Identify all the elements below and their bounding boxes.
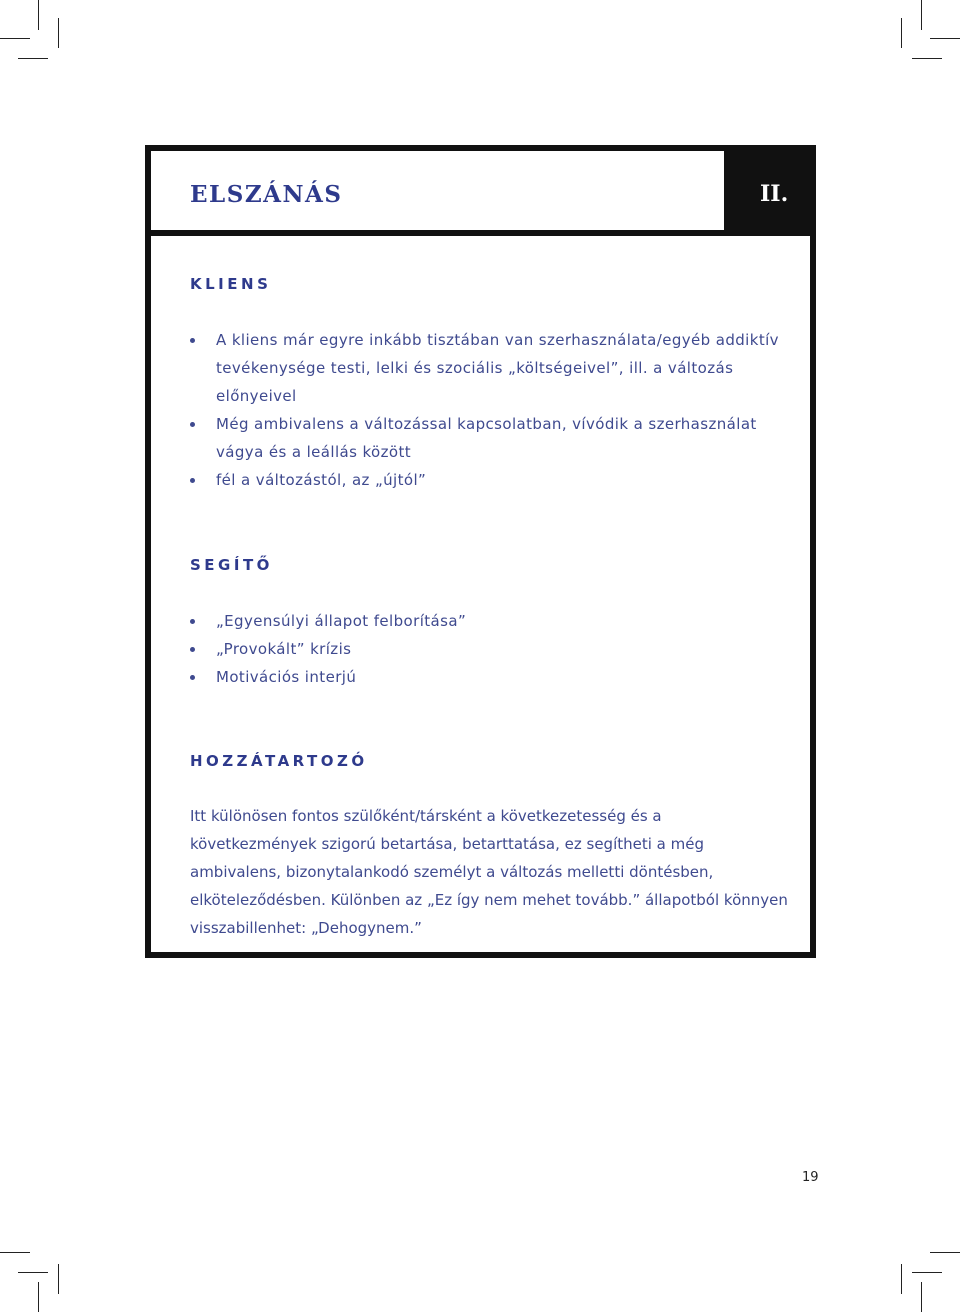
bullet-icon bbox=[190, 478, 195, 483]
list-item bbox=[190, 410, 780, 466]
crop-mark bbox=[18, 58, 48, 59]
crop-mark bbox=[921, 1282, 922, 1312]
chapter-number: II. bbox=[760, 181, 789, 207]
crop-mark bbox=[930, 38, 960, 39]
chapter-badge bbox=[724, 151, 810, 230]
list-item bbox=[190, 607, 780, 635]
crop-mark bbox=[930, 1252, 960, 1253]
list-item-text: Motivációs interjú bbox=[216, 668, 357, 686]
crop-mark bbox=[921, 0, 922, 30]
crop-mark bbox=[38, 0, 39, 30]
kliens-list bbox=[190, 326, 780, 494]
list-item bbox=[190, 326, 780, 410]
page-number: 19 bbox=[802, 1170, 819, 1185]
list-item-text: „Provokált” krízis bbox=[216, 640, 352, 658]
crop-mark bbox=[912, 1272, 942, 1273]
section-heading-kliens: KLIENS bbox=[190, 275, 272, 293]
bullet-icon bbox=[190, 338, 195, 343]
list-item bbox=[190, 466, 780, 494]
crop-mark bbox=[58, 18, 59, 48]
crop-mark bbox=[901, 1264, 902, 1294]
list-item bbox=[190, 663, 780, 691]
crop-mark bbox=[18, 1272, 48, 1273]
crop-mark bbox=[38, 1282, 39, 1312]
page-title: ELSZÁNÁS bbox=[190, 181, 343, 208]
list-item-text: „Egyensúlyi állapot felborítása” bbox=[216, 612, 467, 630]
crop-mark bbox=[912, 58, 942, 59]
crop-mark bbox=[0, 1252, 30, 1253]
section-heading-segito: SEGÍTŐ bbox=[190, 556, 273, 574]
bullet-icon bbox=[190, 647, 195, 652]
content-frame bbox=[145, 145, 816, 958]
list-item bbox=[190, 635, 780, 663]
list-item-text: Még ambivalens a változással kapcsolatban, vívódik a szerhasználat vágya és a leállás között bbox=[216, 415, 757, 461]
list-item-text: A kliens már egyre inkább tisztában van szerhasználata/egyéb addiktív tevékenysége testi, lelki és szociális „költségeivel”, ill. a változás előnyeivel bbox=[216, 331, 779, 405]
header-bar bbox=[151, 151, 810, 236]
bullet-icon bbox=[190, 422, 195, 427]
crop-mark bbox=[901, 18, 902, 48]
crop-mark bbox=[58, 1264, 59, 1294]
bullet-icon bbox=[190, 675, 195, 680]
section-heading-hozzatartozo: HOZZÁTARTOZÓ bbox=[190, 752, 368, 770]
crop-mark bbox=[0, 38, 30, 39]
hozzatartozo-paragraph: Itt különösen fontos szülőként/társként a következetesség és a következmények szigorú betartása, betarttatása, ez segítheti a még ambivalens, bizonytalankodó személyt a változás melletti döntésben, elköteleződésben. Különben az „Ez így nem mehet tovább.” állapotból könnyen visszabillenhet: „Dehogynem.” bbox=[190, 807, 788, 937]
bullet-icon bbox=[190, 619, 195, 624]
segito-list bbox=[190, 607, 780, 691]
list-item-text: fél a változástól, az „újtól” bbox=[216, 471, 427, 489]
